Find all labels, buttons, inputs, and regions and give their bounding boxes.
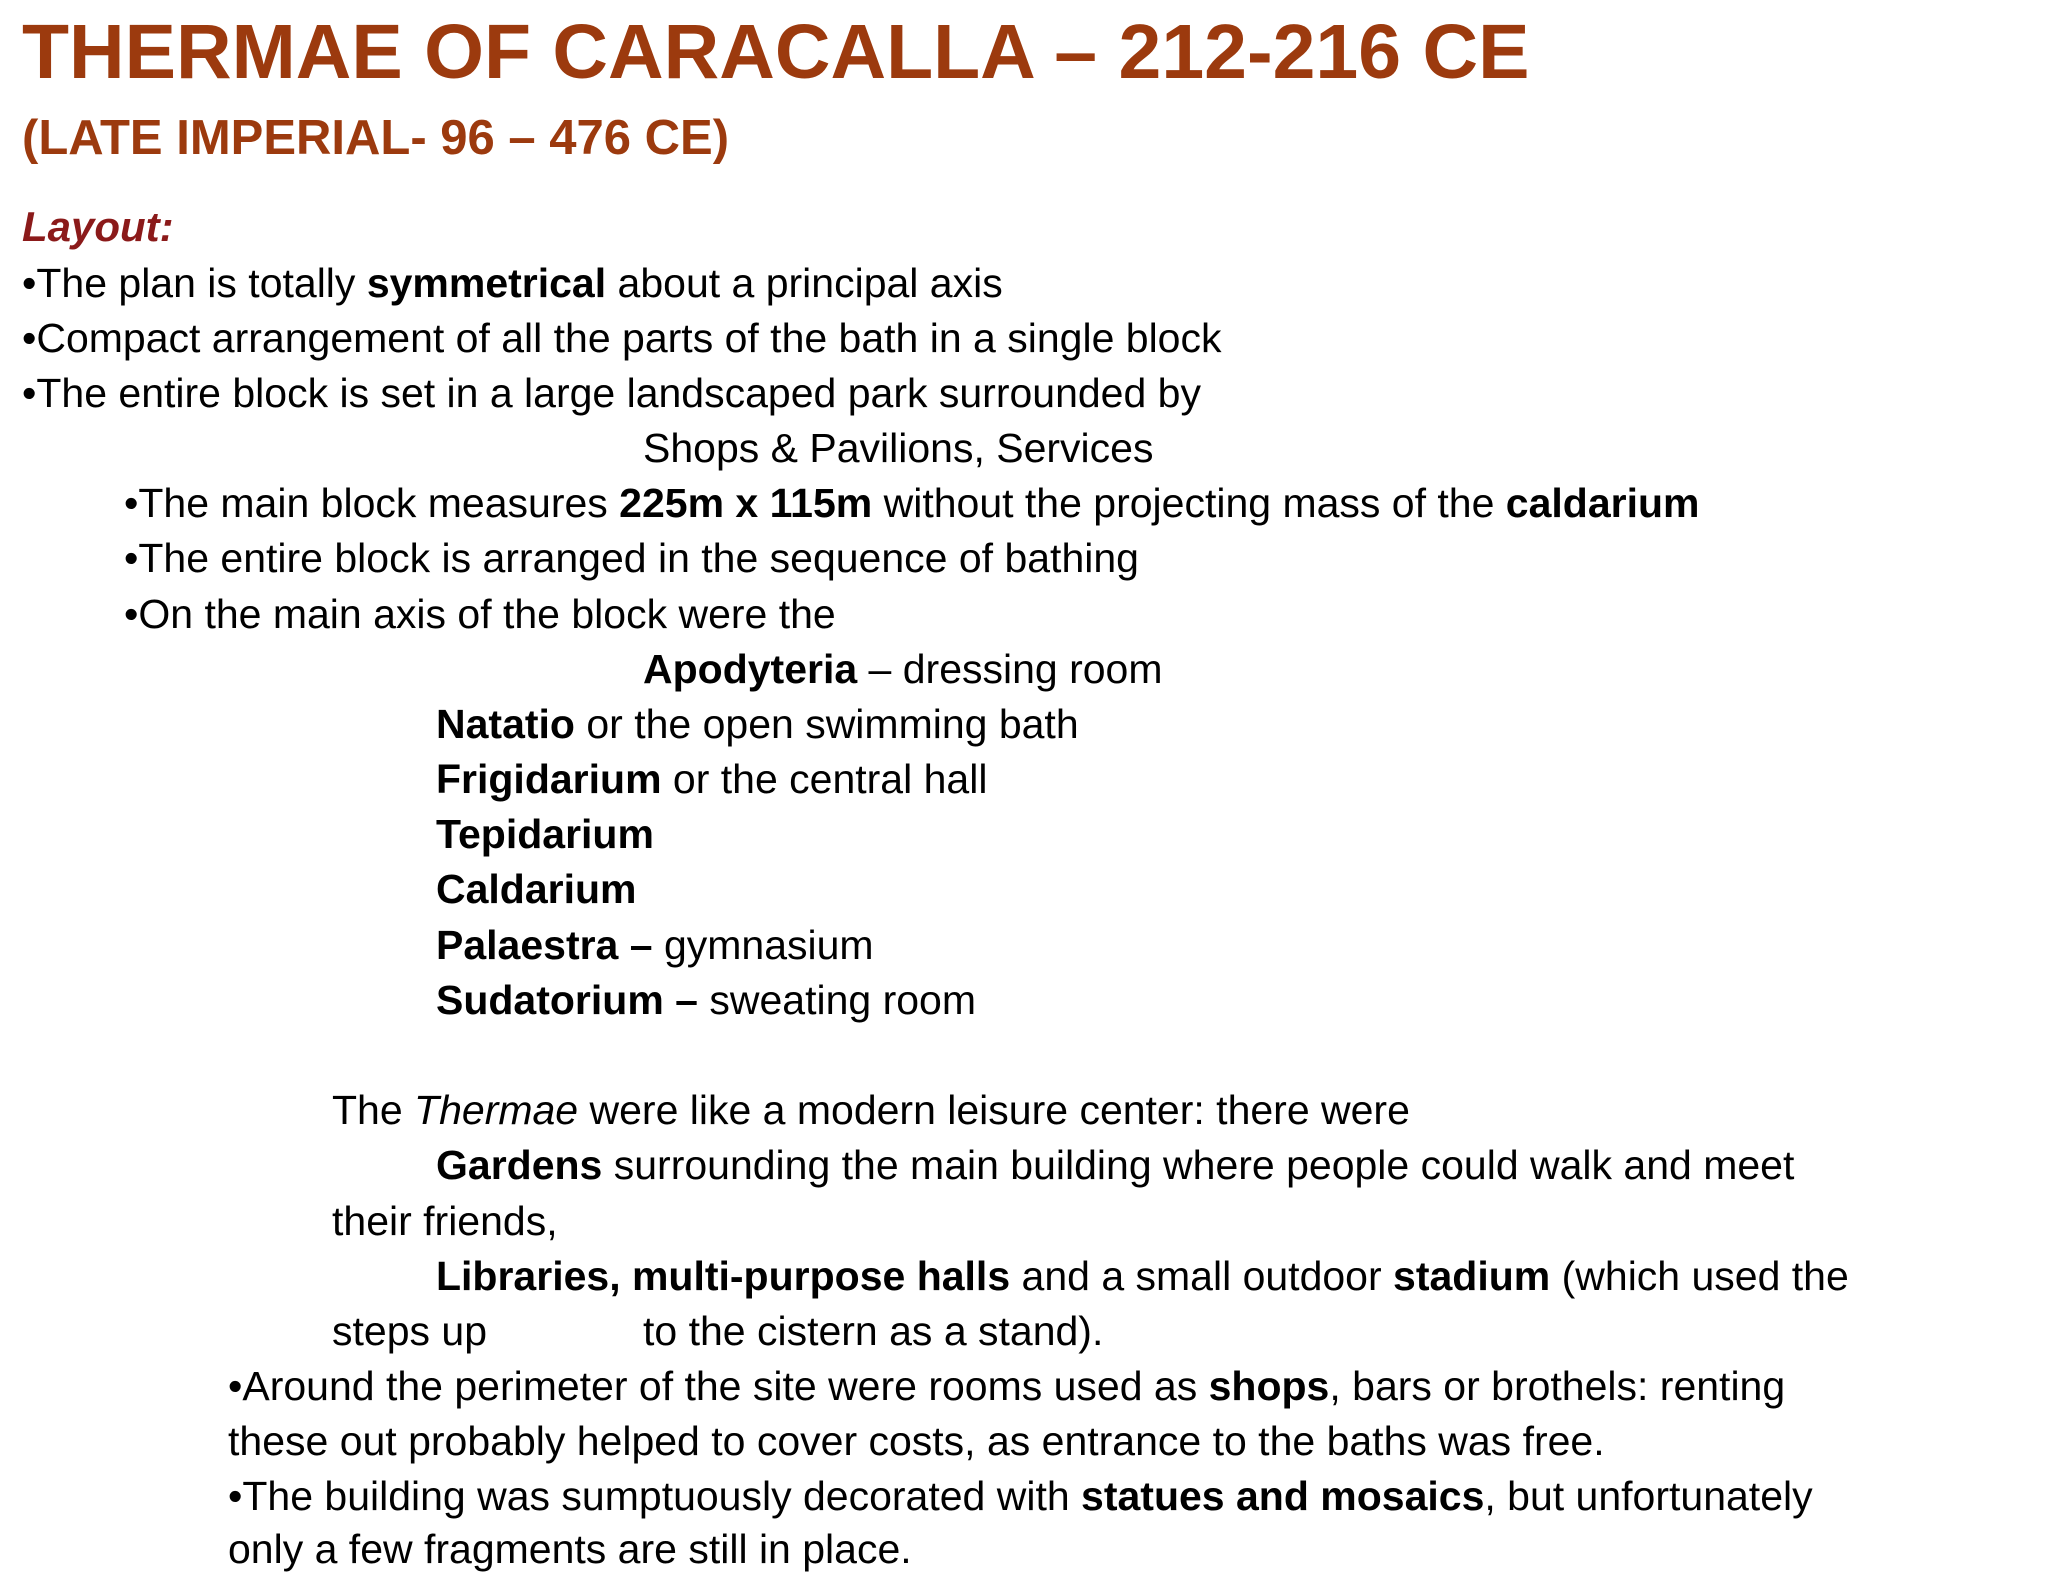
- leisure-intro: The Thermae were like a modern leisure center: there were: [332, 1087, 1410, 1133]
- room-caldarium: Caldarium: [436, 866, 637, 912]
- layout-point-main-axis: •On the main axis of the block were the: [124, 591, 836, 637]
- layout-point-dimensions: •The main block measures 225m x 115m without the projecting mass of the caldarium: [124, 480, 1700, 526]
- leisure-steps-a: steps up: [332, 1308, 487, 1354]
- bullet: •: [22, 370, 37, 416]
- bullet: •: [124, 591, 139, 637]
- point-perimeter-continued: these out probably helped to cover costs, as entrance to the baths was free.: [228, 1418, 1605, 1464]
- leisure-steps-b: to the cistern as a stand).: [643, 1308, 1104, 1354]
- layout-point-sequence: •The entire block is arranged in the sequence of bathing: [124, 535, 1139, 581]
- bullet: •: [124, 535, 139, 581]
- point-perimeter: •Around the perimeter of the site were rooms used as shops, bars or brothels: renting: [228, 1363, 1786, 1409]
- room-frigidarium: Frigidarium or the central hall: [436, 756, 988, 802]
- bullet: •: [22, 260, 37, 306]
- leisure-gardens-continued: their friends,: [332, 1198, 558, 1244]
- page-subtitle: (LATE IMPERIAL- 96 – 476 CE): [22, 111, 730, 165]
- leisure-gardens: Gardens surrounding the main building where people could walk and meet: [436, 1142, 1795, 1188]
- bullet: •: [124, 480, 139, 526]
- layout-point-park-continued: Shops & Pavilions, Services: [643, 425, 1154, 471]
- bullet: •: [228, 1363, 243, 1409]
- layout-point-compact: •Compact arrangement of all the parts of the bath in a single block: [22, 315, 1222, 361]
- section-heading-layout: Layout:: [22, 203, 174, 250]
- room-sudatorium: Sudatorium – sweating room: [436, 977, 976, 1023]
- bullet: •: [22, 315, 37, 361]
- room-palaestra: Palaestra – gymnasium: [436, 922, 874, 968]
- point-decoration: •The building was sumptuously decorated with statues and mosaics, but unfortunately: [228, 1473, 1813, 1519]
- room-apodyteria: Apodyteria – dressing room: [643, 646, 1163, 692]
- leisure-libraries: Libraries, multi-purpose halls and a small outdoor stadium (which used the: [436, 1253, 1849, 1299]
- room-tepidarium: Tepidarium: [436, 811, 654, 857]
- layout-point-symmetry: •The plan is totally symmetrical about a principal axis: [22, 260, 1003, 306]
- page-title: THERMAE OF CARACALLA – 212-216 CE: [22, 9, 1530, 95]
- bullet: •: [228, 1473, 243, 1519]
- layout-point-park: •The entire block is set in a large landscaped park surrounded by: [22, 370, 1201, 416]
- room-natatio: Natatio or the open swimming bath: [436, 701, 1079, 747]
- point-decoration-continued: only a few fragments are still in place.: [228, 1526, 912, 1572]
